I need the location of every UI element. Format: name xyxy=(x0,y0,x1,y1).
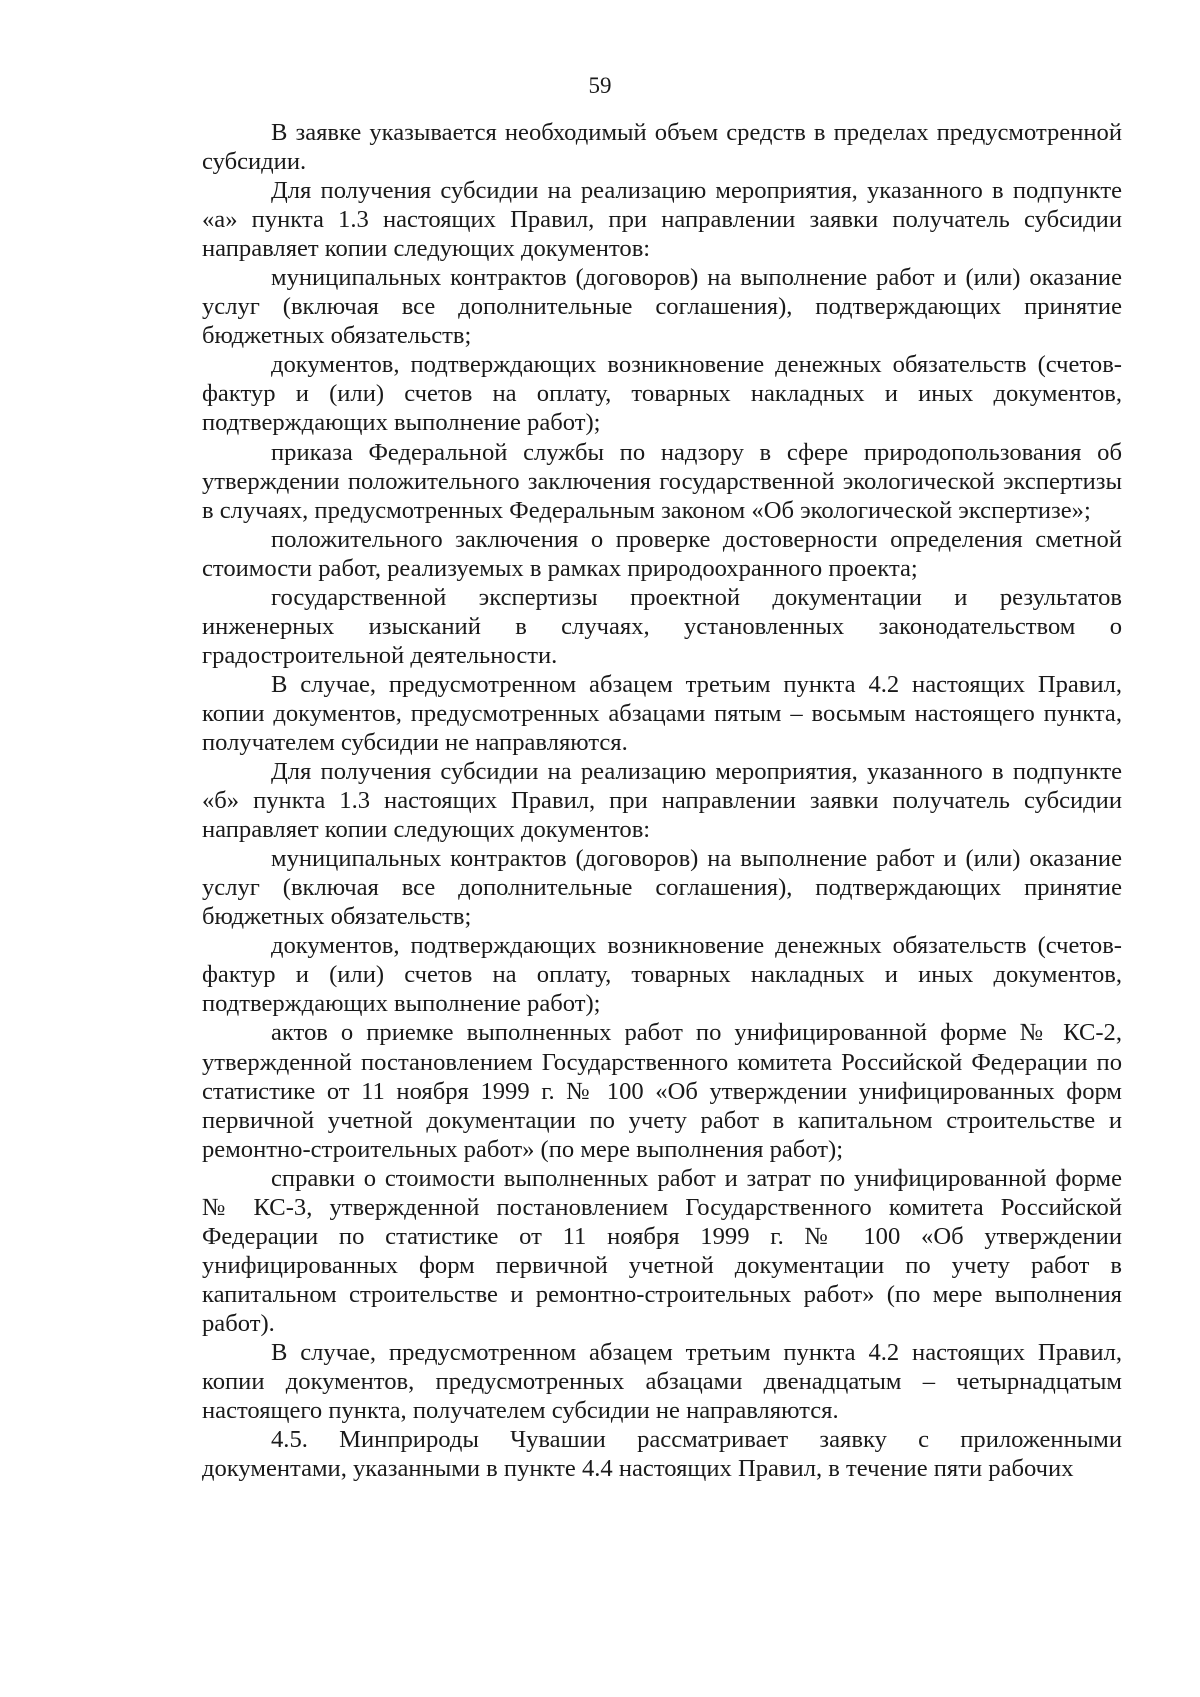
paragraph: положительного заключения о проверке достоверности определения сметной стоимости работ, реализуемых в рамках природоохранного проекта; xyxy=(202,525,1122,582)
paragraph: справки о стоимости выполненных работ и затрат по унифицированной форме № КС-3, утвержденной постановлением Государственного комитета Российской Федерации по статистике от 11 ноября 1999 г. № 100 «Об утверждении унифицированных форм первичной учетной документации по учету работ в капитальном строительстве и ремонтно-строительных работ» (по мере выполнения работ). xyxy=(202,1164,1122,1337)
paragraph: В заявке указывается необходимый объем средств в пределах предусмотренной субсидии. xyxy=(202,119,1122,176)
paragraph: документов, подтверждающих возникновение денежных обязательств (счетов-фактур и (или) счетов на оплату, товарных накладных и иных документов, подтверждающих выполнение работ); xyxy=(202,351,1122,437)
paragraph: актов о приемке выполненных работ по унифицированной форме № КС-2, утвержденной постановлением Государственного комитета Российской Федерации по статистике от 11 ноября 1999 г. № 100 «Об утверждении унифицированных форм первичной учетной документации по учету работ в капитальном строительстве и ремонтно-строительных работ» (по мере выполнения работ); xyxy=(202,1019,1122,1163)
document-body xyxy=(202,118,1122,1483)
page-number: 59 xyxy=(588,73,612,98)
paragraph: 4.5. Минприроды Чувашии рассматривает заявку с приложенными документами, указанными в пункте 4.4 настоящих Правил, в течение пяти рабочих xyxy=(202,1426,1122,1483)
paragraph: муниципальных контрактов (договоров) на выполнение работ и (или) оказание услуг (включая все дополнительные соглашения), подтверждающих принятие бюджетных обязательств; xyxy=(202,264,1122,350)
paragraph: документов, подтверждающих возникновение денежных обязательств (счетов-фактур и (или) счетов на оплату, товарных накладных и иных документов, подтверждающих выполнение работ); xyxy=(202,932,1122,1018)
paragraph: муниципальных контрактов (договоров) на выполнение работ и (или) оказание услуг (включая все дополнительные соглашения), подтверждающих принятие бюджетных обязательств; xyxy=(202,845,1122,931)
paragraph: В случае, предусмотренном абзацем третьим пункта 4.2 настоящих Правил, копии документов, предусмотренных абзацами двенадцатым – четырнадцатым настоящего пункта, получателем субсидии не направляются. xyxy=(202,1338,1122,1425)
paragraph: государственной экспертизы проектной документации и результатов инженерных изысканий в случаях, установленных законодательством о градостроительной деятельности. xyxy=(202,583,1122,669)
paragraph: В случае, предусмотренном абзацем третьим пункта 4.2 настоящих Правил, копии документов, предусмотренных абзацами пятым – восьмым настоящего пункта, получателем субсидии не направляются. xyxy=(202,670,1122,756)
paragraph: Для получения субсидии на реализацию мероприятия, указанного в подпункте «б» пункта 1.3 настоящих Правил, при направлении заявки получатель субсидии направляет копии следующих документов: xyxy=(202,758,1122,844)
paragraph: приказа Федеральной службы по надзору в сфере природопользования об утверждении положительного заключения государственной экологической экспертизы в случаях, предусмотренных Федеральным законом «Об экологической экспертизе»; xyxy=(202,438,1122,524)
paragraph: Для получения субсидии на реализацию мероприятия, указанного в подпункте «а» пункта 1.3 настоящих Правил, при направлении заявки получатель субсидии направляет копии следующих документов: xyxy=(202,177,1122,263)
